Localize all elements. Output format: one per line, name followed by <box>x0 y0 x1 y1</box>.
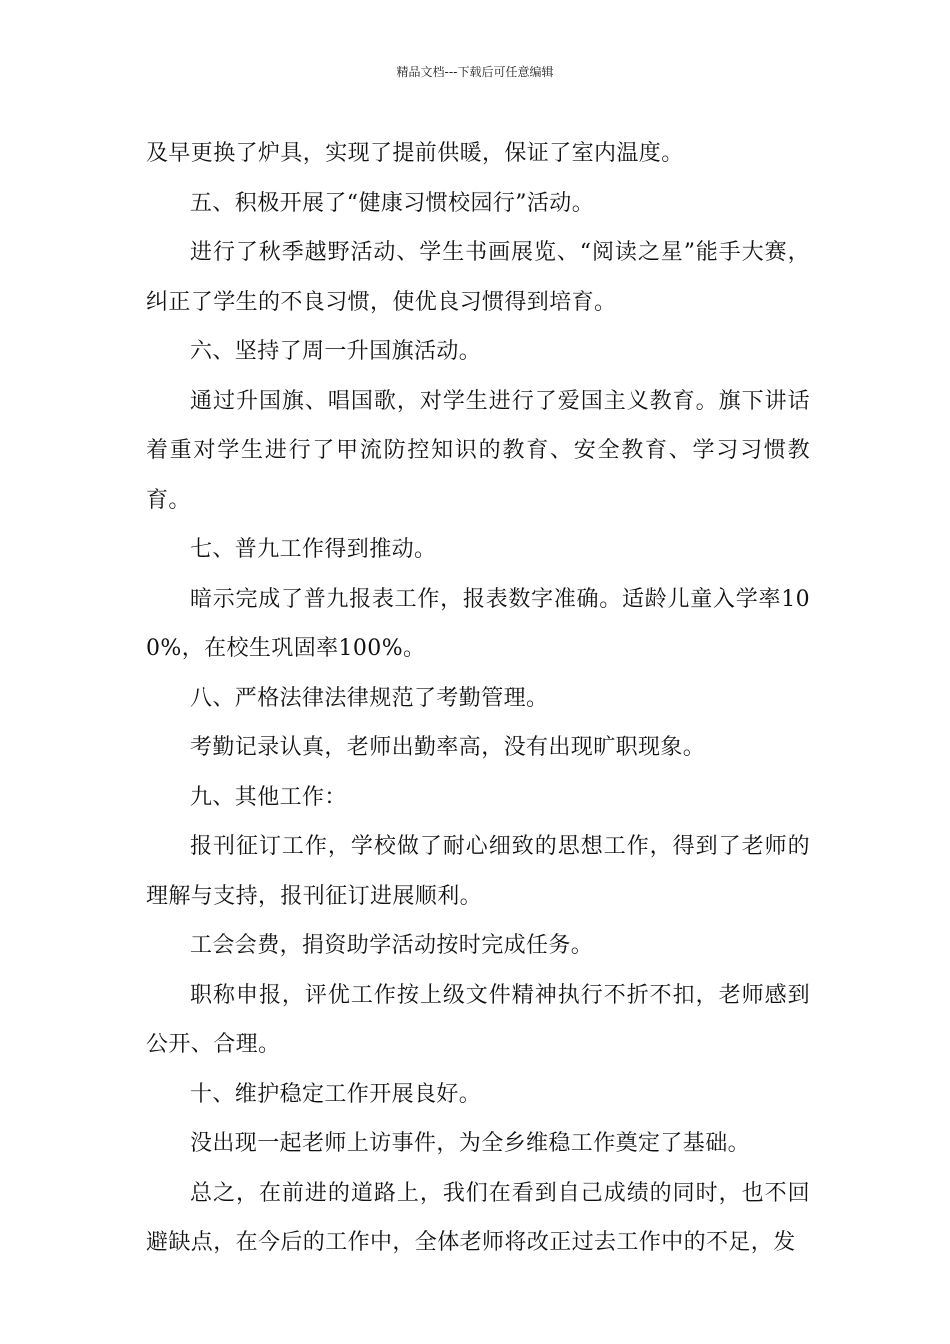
paragraph: 工会会费，捐资助学活动按时完成任务。 <box>190 933 594 958</box>
paragraph: 职称申报，评优工作按上级文件精神执行不折不扣，老师感到公开、合理。 <box>146 982 810 1057</box>
page-header: 精品文档---下载后可任意编辑 <box>396 65 554 79</box>
paragraph: 考勤记录认真，老师出勤率高，没有出现旷职现象。 <box>190 735 706 760</box>
paragraph: 暗示完成了普九报表工作，报表数字准确。适龄儿童入学率100%，在校生巩固率100%。 <box>146 586 810 661</box>
section-heading: 十、维护稳定工作开展良好。 <box>190 1081 482 1107</box>
section-heading: 五、积极开展了“健康习惯校园行”活动。 <box>190 190 595 216</box>
paragraph: 及早更换了炉具，实现了提前供暖，保证了室内温度。 <box>146 141 684 166</box>
section-heading: 九、其他工作： <box>190 784 347 810</box>
section-heading: 七、普九工作得到推动。 <box>190 537 437 562</box>
section-heading: 八、严格法律法律规范了考勤管理。 <box>190 685 549 711</box>
document-body <box>146 129 810 1268</box>
section-heading: 六、坚持了周一升国旗活动。 <box>190 339 482 364</box>
paragraph: 总之，在前进的道路上，我们在看到自己成绩的同时，也不回避缺点，在今后的工作中，全体老师将改正过去工作中的不足，发 <box>146 1180 810 1255</box>
paragraph: 通过升国旗、唱国歌，对学生进行了爱国主义教育。旗下讲话着重对学生进行了甲流防控知识的教育、安全教育、学习习惯教育。 <box>146 388 810 513</box>
paragraph: 报刊征订工作，学校做了耐心细致的思想工作，得到了老师的理解与支持，报刊征订进展顺利。 <box>146 834 810 909</box>
paragraph: 进行了秋季越野活动、学生书画展览、“阅读之星”能手大赛，纠正了学生的不良习惯，使优良习惯得到培育。 <box>146 240 810 315</box>
paragraph: 没出现一起老师上访事件，为全乡维稳工作奠定了基础。 <box>190 1131 751 1156</box>
